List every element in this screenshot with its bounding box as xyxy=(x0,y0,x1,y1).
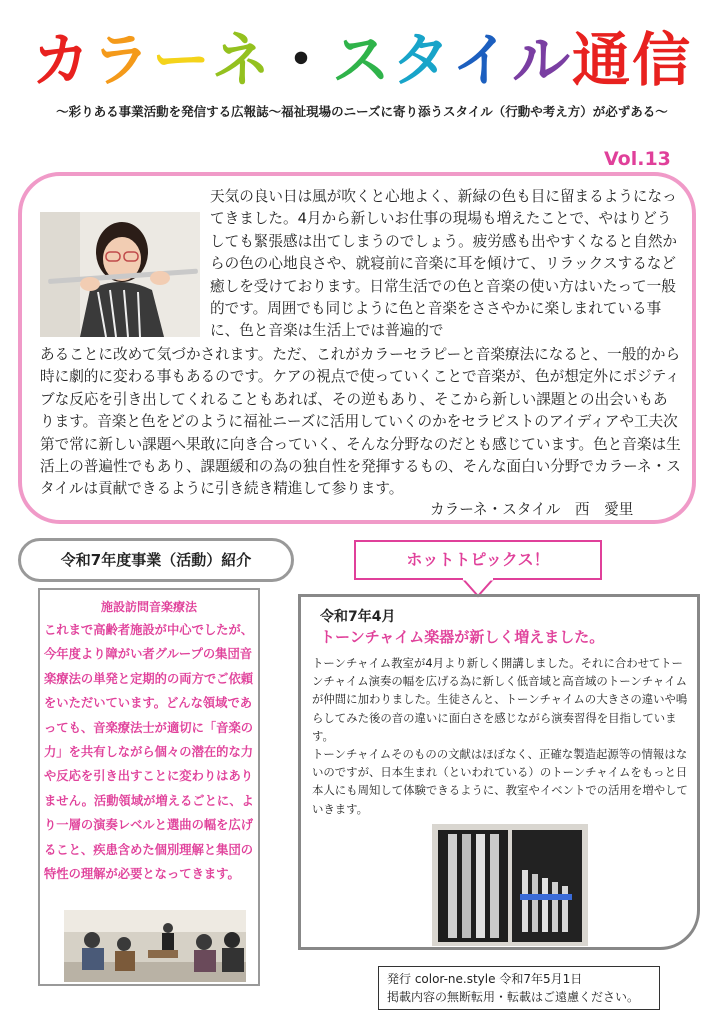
title-char: カ xyxy=(31,26,92,94)
title-char: ス xyxy=(331,26,392,94)
hot-topics-banner: ホットトピックス！ xyxy=(354,540,602,580)
topic-body xyxy=(312,654,694,818)
title-char: イ xyxy=(452,26,513,94)
publication-line-1: 発行 color-ne.style 令和7年5月1日 xyxy=(387,972,583,986)
title-char: ー xyxy=(151,26,212,94)
intro-signature: カラーネ・スタイル 西 愛里 xyxy=(430,501,634,518)
intro-text-top: 天気の良い日は風が吹くと心地よく、新緑の色も目に留まるようになってきました。4月から新しいお仕事の現場も増えたことで、やはりどうしても緊張感は出てしまうのでしょう。疲労感も出やすくなると自然からの色の心地良さや、就寝前に音楽に耳を傾けて、リラックスするなど癒しを受けております。日常生活での色と音楽の使い方はいたって一般的です。周囲でも同じように色と音楽をささやかに楽しまれている事に、色と音楽は生活上では普遍的で xyxy=(210,188,678,340)
topic-paragraph-1: トーンチャイム教室が4月より新しく開講しました。それに合わせてトーンチャイム演奏の幅を広げる為に新しく低音域と高音域のトーンチャイムが仲間に加わりました。生徒さんと、トーンチャイムの大きさの違いや鳴らしてみた後の音の違いに面白さを感じながら演奏習得を目指しています。 xyxy=(312,656,688,743)
title-char: ネ xyxy=(211,26,272,94)
title-char: ・ xyxy=(271,26,332,94)
volume-number: Vol.13 xyxy=(604,148,671,170)
publication-line-2: 掲載内容の無断転用・転載はご遠慮ください。 xyxy=(387,990,640,1004)
title-char: ラ xyxy=(91,26,152,94)
title-char: タ xyxy=(392,26,453,94)
publication-info xyxy=(378,966,660,1010)
newsletter-subtitle: ～彩りある事業活動を発信する広報誌～福祉現場のニーズに寄り添うスタイル（行動や考え方）が必ずある～ xyxy=(56,104,668,119)
title-char: ル xyxy=(512,26,573,94)
intro-text-bottom: あることに改めて気づかされます。ただ、これがカラーセラピーと音楽療法になると、一般的から時に劇的に変わる事もあるのです。ケアの視点で使っていくことで音楽が、色が想定外にポジティブな反応を引き出してくれることもあれば、その逆もあり、そこから新しい課題との出会いもあります。音楽と色をどのように福祉ニーズに活用していくのかをセラピストのアイディアや工夫次第で常に新しい課題へ果敢に向き合っていく、そんな分野なのだとも感じています。色と音楽は生活上の普遍性でもあり、課題緩和の為の独自性を発揮するもの、そんな面白い分野でカラーネ・スタイルは貢献できるように引き続き精進して参ります。 xyxy=(40,346,681,498)
section-label: 令和7年度事業（活動）紹介 xyxy=(18,538,294,582)
newsletter-title xyxy=(0,22,724,98)
music-therapy-session-photo xyxy=(64,910,246,982)
title-char: 通 xyxy=(572,26,633,94)
title-char: 信 xyxy=(632,26,693,94)
tone-chime-case-photo xyxy=(432,824,588,946)
activity-heading: 施設訪問音楽療法 xyxy=(100,600,197,614)
topic-date: 令和7年4月 xyxy=(320,609,396,625)
activity-description: これまで高齢者施設が中心でしたが、今年度より障がい者グループの集団音楽療法の単発と定期的の両方でご依頼をいただいています。どんな領域であっても、音楽療法士が適切に「音楽の力」を共有しながら個々の潜在的な力や反応を引き出すことに変わりはありません。活動領域が増えるごとに、より一層の演奏レベルと選曲の幅を広げること、疾患含めた個別理解と集団の特性の理解が必要となってきます。 xyxy=(44,623,254,882)
topic-paragraph-2: トーンチャイムそのものの文献はほぼなく、正確な製造起源等の情報はないのですが、日本生まれ（といわれている）のトーンチャイムをもっと日本人にも周知して体験できるように、教室やイベントでの活用を増やしていきます。 xyxy=(312,747,688,816)
topic-title: トーンチャイム楽器が新しく増えました。 xyxy=(320,628,605,646)
flute-player-photo xyxy=(40,212,200,337)
